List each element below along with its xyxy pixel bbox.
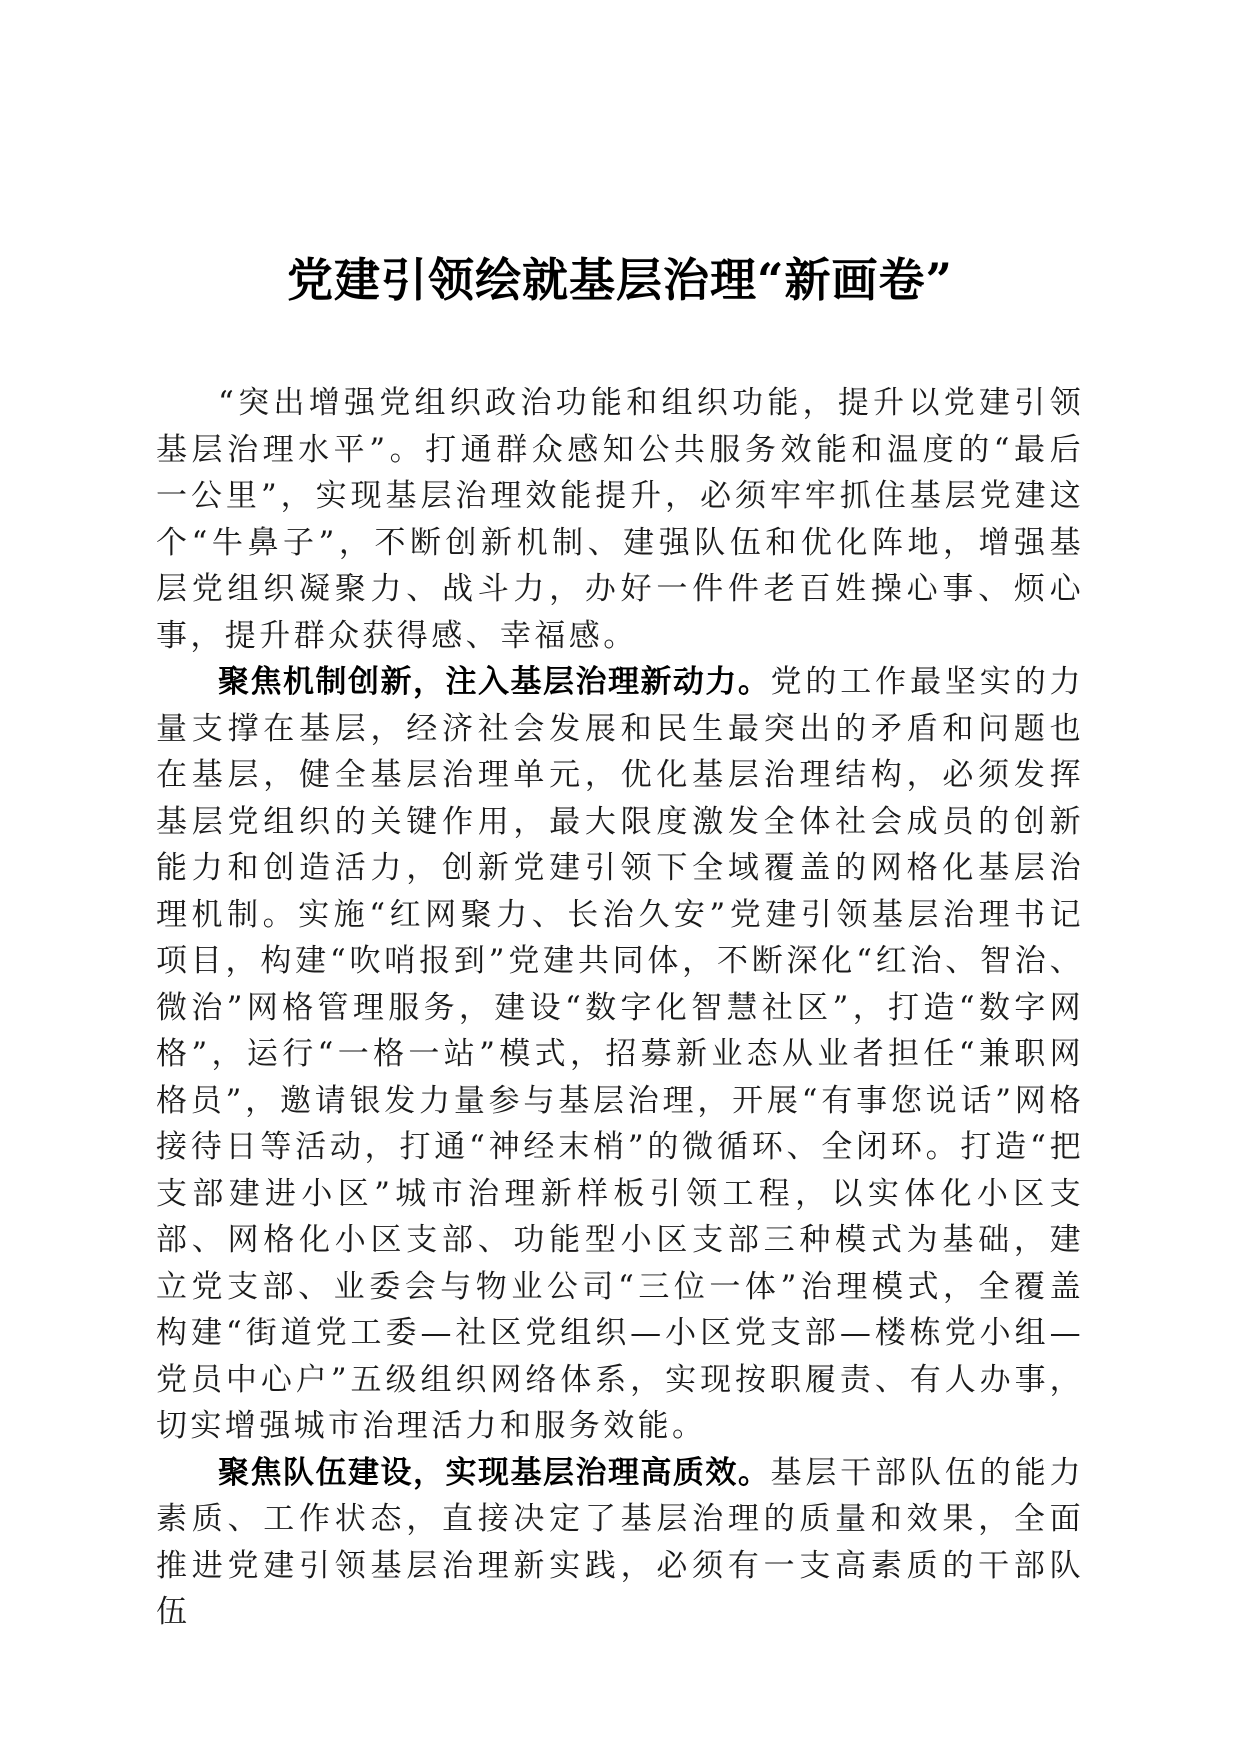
paragraph-intro <box>156 380 1084 659</box>
paragraph-team-building <box>156 1450 1084 1636</box>
document-title: 党建引领绘就基层治理“新画卷” <box>287 253 953 307</box>
paragraph-lead-heading: 聚焦队伍建设，实现基层治理高质效。 <box>218 1454 771 1491</box>
paragraph-mechanism-innovation <box>156 659 1084 1450</box>
paragraph-text: 党的工作最坚实的力量支撑在基层，经济社会发展和民生最突出的矛盾和问题也在基层，健全基层治理单元，优化基层治理结构，必须发挥基层党组织的关键作用，最大限度激发全体社会成员的创新能力和创造活力，创新党建引领下全域覆盖的网格化基层治理机制。实施“红网聚力、长治久安”党建引领基层治理书记项目，构建“吹哨报到”党建共同体，不断深化“红治、智治、微治”网格管理服务，建设“数字化智慧社区”，打造“数字网格”，运行“一格一站”模式，招募新业态从业者担任“兼职网格员”，邀请银发力量参与基层治理，开展“有事您说话”网格接待日等活动，打通“神经末梢”的微循环、全闭环。打造“把支部建进小区”城市治理新样板引领工程，以实体化小区支部、网格化小区支部、功能型小区支部三种模式为基础，建立党支部、业委会与物业公司“三位一体”治理模式，全覆盖构建“街道党工委—社区党组织—小区党支部—楼栋党小组—党员中心户”五级组织网络体系，实现按职履责、有人办事，切实增强城市治理活力和服务效能。 <box>156 664 1085 1444</box>
paragraph-lead-heading: 聚焦机制创新，注入基层治理新动力。 <box>218 664 771 700</box>
document-body <box>156 380 1084 1636</box>
paragraph-text: “突出增强党组织政治功能和组织功能，提升以党建引领基层治理水平”。打通群众感知公共服务效能和温度的“最后一公里”，实现基层治理效能提升，必须牢牢抓住基层党建这个“牛鼻子”，不断创新机制、建强队伍和优化阵地，增强基层党组织凝聚力、战斗力，办好一件件老百姓操心事、烦心事，提升群众获得感、幸福感。 <box>156 385 1084 654</box>
paragraph-text: 基层干部队伍的能力素质、工作状态，直接决定了基层治理的质量和效果，全面推进党建引领基层治理新实践，必须有一支高素质的干部队伍 <box>156 1454 1085 1630</box>
